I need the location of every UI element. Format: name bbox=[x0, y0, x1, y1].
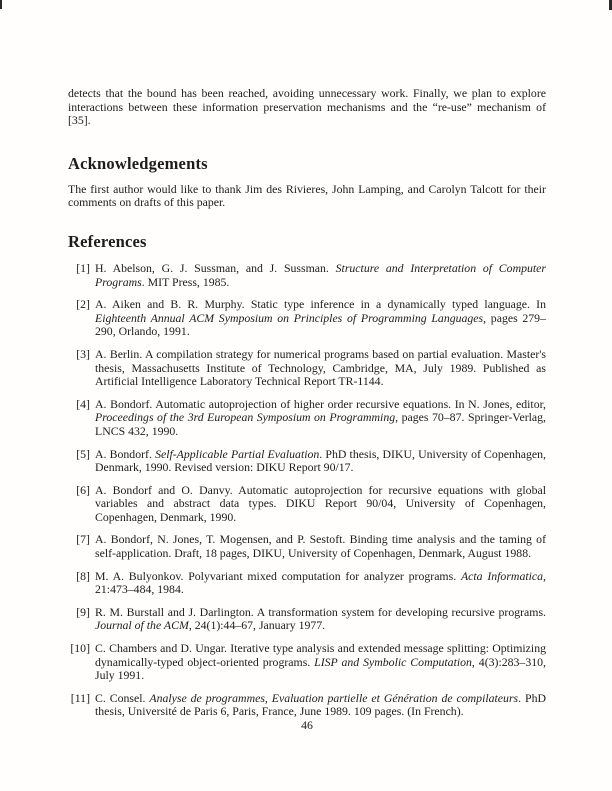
references-heading: References bbox=[68, 231, 147, 251]
reference-item bbox=[68, 484, 546, 525]
reference-item bbox=[68, 570, 546, 597]
reference-text: A. Bondorf, N. Jones, T. Mogensen, and P. Sestoft. Binding time analysis and the taming of self-application. Draft, 18 pages, DIKU, University of Copenhagen, Denmark, August 1988. bbox=[95, 532, 546, 561]
acknowledgements-body: The first author would like to thank Jim des Rivieres, John Lamping, and Carolyn Talcott for their comments on drafts of this paper. bbox=[68, 181, 546, 210]
reference-label: [1] bbox=[76, 260, 90, 275]
reference-item bbox=[68, 298, 546, 339]
reference-label: [2] bbox=[76, 297, 90, 312]
reference-text: A. Berlin. A compilation strategy for numerical programs based on partial evaluation. Master's thesis, Massachusetts Institute of Technology, Cambridge, MA, July 1989. Published as Artificial Intelligence Laboratory Technical Report TR-1144. bbox=[95, 346, 546, 389]
reference-item bbox=[68, 642, 546, 683]
reference-label: [4] bbox=[76, 396, 90, 411]
intro-paragraph: detects that the bound has been reached, avoiding unnecessary work. Finally, we plan to explore interactions between these information preservation mechanisms and the “re-use” mechanism of [35]. bbox=[68, 86, 546, 128]
reference-text: M. A. Bulyonkov. Polyvariant mixed computation for analyzer programs. Acta Informatica, 21:473–484, 1984. bbox=[95, 568, 546, 597]
reference-item bbox=[68, 533, 546, 560]
reference-item bbox=[68, 692, 546, 719]
reference-item bbox=[68, 606, 546, 633]
reference-label: [10] bbox=[70, 641, 90, 656]
reference-text: A. Bondorf. Self-Applicable Partial Evaluation. PhD thesis, DIKU, University of Copenhagen, Denmark, 1990. Revised version: DIKU Report 90/17. bbox=[95, 446, 546, 475]
reference-list bbox=[68, 262, 546, 719]
reference-label: [5] bbox=[76, 446, 90, 461]
reference-text: A. Bondorf. Automatic autoprojection of higher order recursive equations. In N. Jones, editor, Proceedings of the 3rd European Symposium on Programming, pages 70–87. Springer-Verlag, LNCS 432, 1990. bbox=[95, 396, 547, 438]
reference-text: A. Bondorf and O. Danvy. Automatic autoprojection for recursive equations with global variables and abstract data types. DIKU Report 90/04, University of Copenhagen, Copenhagen, Denmark, 1990. bbox=[95, 482, 546, 524]
reference-text: H. Abelson, G. J. Sussman, and J. Sussman. Structure and Interpretation of Computer Programs. MIT Press, 1985. bbox=[95, 260, 546, 289]
acknowledgements-heading: Acknowledgements bbox=[68, 153, 208, 173]
reference-text: C. Chambers and D. Ungar. Iterative type analysis and extended message splitting: Optimizing dynamically-typed object-oriented programs. LISP and Symbolic Computation, 4(3):283–310, July 1991. bbox=[95, 641, 546, 683]
page-number: 46 bbox=[301, 718, 313, 732]
page-content bbox=[68, 87, 546, 728]
reference-text: R. M. Burstall and J. Darlington. A transformation system for developing recursive programs. Journal of the ACM, 24(1):44–67, January 1977. bbox=[95, 604, 546, 633]
reference-item bbox=[68, 398, 546, 439]
reference-text: A. Aiken and B. R. Murphy. Static type inference in a dynamically typed language. In Eighteenth Annual ACM Symposium on Principles of Programming Languages, pages 279–290, Orlando, 1991. bbox=[95, 297, 546, 339]
reference-label: [9] bbox=[76, 604, 90, 619]
reference-label: [3] bbox=[76, 346, 90, 361]
reference-label: [7] bbox=[76, 532, 90, 547]
reference-text: C. Consel. Analyse de programmes, Evaluation partielle et Génération de compilateurs. PhD thesis, Université de Paris 6, Paris, France, June 1989. 109 pages. (In French). bbox=[95, 690, 546, 719]
scan-artifact-top-left bbox=[0, 0, 2, 9]
reference-item bbox=[68, 448, 546, 475]
reference-label: [11] bbox=[70, 690, 90, 705]
reference-item bbox=[68, 348, 546, 389]
reference-label: [8] bbox=[76, 568, 90, 583]
reference-label: [6] bbox=[76, 482, 90, 497]
reference-item bbox=[68, 262, 546, 289]
